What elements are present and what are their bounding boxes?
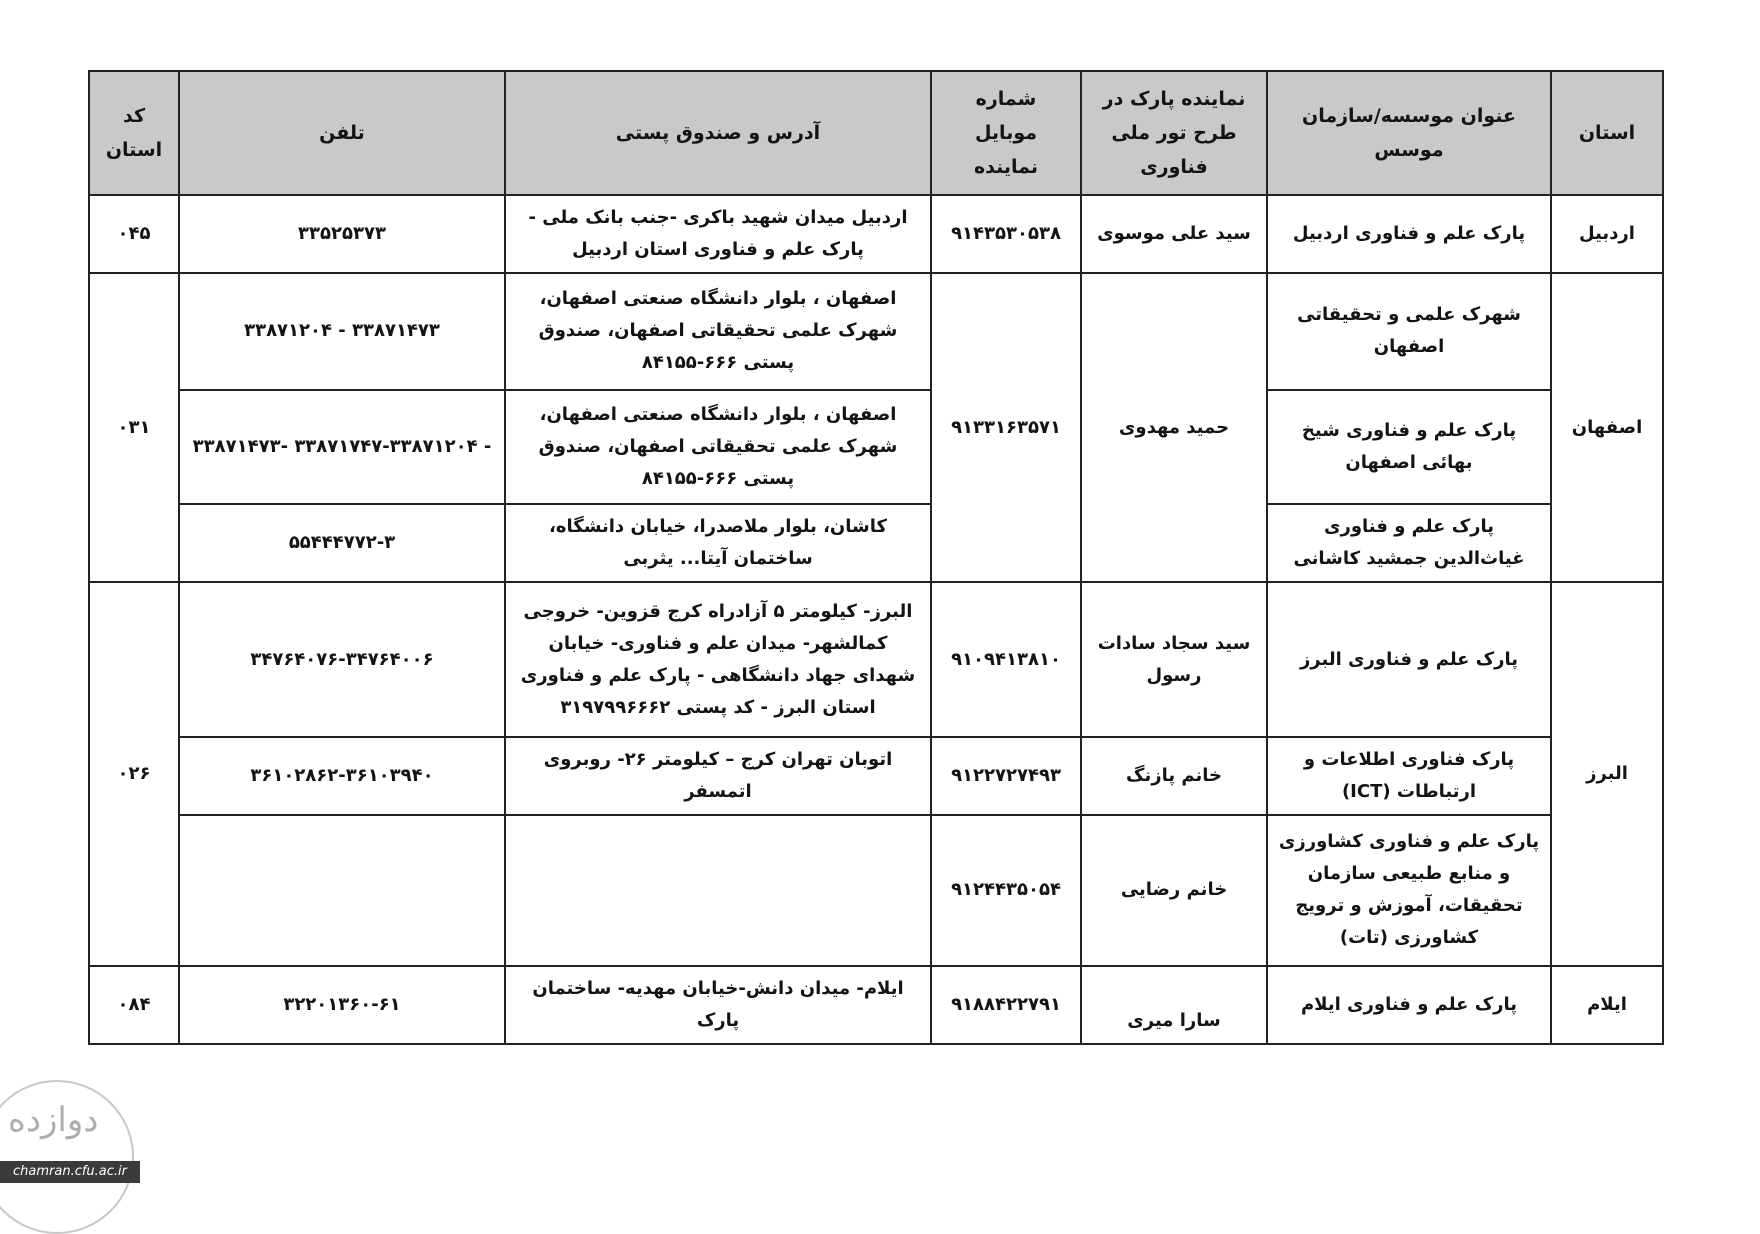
code-cell: ۰۳۱ [89,273,179,582]
address-cell: کاشان، بلوار ملاصدرا، خیابان دانشگاه، ساختمان آیتا... یثربی [505,504,931,582]
code-cell: ۰۴۵ [89,195,179,273]
rep-cell: خانم پازنگ [1081,737,1267,815]
stamp-text: دوازده [8,1100,99,1140]
phone-cell: ۳۶۱۰۲۸۶۲-۳۶۱۰۳۹۴۰ [179,737,505,815]
table-row [89,582,1663,737]
org-cell: شهرک علمی و تحقیقاتی اصفهان [1267,273,1551,389]
org-cell: پارک علم و فناوری غیاث‌الدین جمشید کاشانی [1267,504,1551,582]
mobile-cell: ۹۱۰۹۴۱۳۸۱۰ [931,582,1081,737]
table-row [89,390,1663,504]
org-cell: پارک علم و فناوری اردبیل [1267,195,1551,273]
table-row [89,737,1663,815]
header-code: کد استان [89,71,179,195]
org-cell: پارک فناوری اطلاعات و ارتباطات (ICT) [1267,737,1551,815]
org-cell: پارک علم و فناوری ایلام [1267,966,1551,1044]
table-row [89,273,1663,389]
header-row [89,71,1663,195]
header-province: استان [1551,71,1663,195]
rep-cell: خانم رضایی [1081,815,1267,966]
header-org: عنوان موسسه/سازمان موسس [1267,71,1551,195]
mobile-cell: ۹۱۴۳۵۳۰۵۳۸ [931,195,1081,273]
rep-cell: سارا میری [1081,966,1267,1044]
address-cell: اتوبان تهران کرج – کیلومتر ۲۶- روبروی اتمسفر [505,737,931,815]
table-row [89,504,1663,582]
code-cell: ۰۲۶ [89,582,179,965]
province-cell: البرز [1551,582,1663,965]
rep-cell: حمید مهدوی [1081,273,1267,582]
phone-cell: ۳۲۲۰۱۳۶۰-۶۱ [179,966,505,1044]
province-cell: اصفهان [1551,273,1663,582]
table-row [89,195,1663,273]
address-cell: اصفهان ، بلوار دانشگاه صنعتی اصفهان، شهرک علمی تحقیقاتی اصفهان، صندوق پستی ۶۶۶-۸۴۱۵۵ [505,273,931,389]
org-cell: پارک علم و فناوری شیخ بهائی اصفهان [1267,390,1551,504]
rep-cell: سید سجاد سادات رسول [1081,582,1267,737]
rep-cell: سید علی موسوی [1081,195,1267,273]
table-row [89,966,1663,1044]
province-cell: ایلام [1551,966,1663,1044]
table-row [89,815,1663,966]
phone-cell [179,815,505,966]
mobile-cell: ۹۱۲۲۷۲۷۴۹۳ [931,737,1081,815]
org-cell: پارک علم و فناوری البرز [1267,582,1551,737]
mobile-cell: ۹۱۸۸۴۲۲۷۹۱ [931,966,1081,1044]
address-cell: ایلام- میدان دانش-خیابان مهدیه- ساختمان پارک [505,966,931,1044]
phone-cell: ۳۴۷۶۴۰۷۶-۳۴۷۶۴۰۰۶ [179,582,505,737]
mobile-cell: ۹۱۲۴۴۳۵۰۵۴ [931,815,1081,966]
phone-cell: ۳۳۸۷۱۴۷۳ - ۳۳۸۷۱۲۰۴ [179,273,505,389]
phone-cell: ۵۵۴۴۴۷۷۲-۳ [179,504,505,582]
site-watermark: chamran.cfu.ac.ir [0,1161,140,1183]
code-cell: ۰۸۴ [89,966,179,1044]
header-phone: تلفن [179,71,505,195]
phone-cell: - ۳۳۸۷۱۷۴۷-۳۳۸۷۱۲۰۴ -۳۳۸۷۱۴۷۳ [179,390,505,504]
parks-table [88,70,1664,1045]
address-cell: البرز- کیلومتر ۵ آزادراه کرج قزوین- خروجی کمالشهر- میدان علم و فناوری- خیابان شهدای جهاد دانشگاهی - پارک علم و فناوری استان البرز - کد پستی ۳۱۹۷۹۹۶۶۶۲ [505,582,931,737]
org-cell: پارک علم و فناوری کشاورزی و منابع طبیعی سازمان تحقیقات، آموزش و ترویج کشاورزی (تات) [1267,815,1551,966]
phone-cell: ۳۳۵۲۵۳۷۳ [179,195,505,273]
header-mobile: شماره موبایل نماینده [931,71,1081,195]
document-page [88,70,1662,1045]
mobile-cell: ۹۱۳۳۱۶۳۵۷۱ [931,273,1081,582]
province-cell: اردبیل [1551,195,1663,273]
address-cell: اردبیل میدان شهید باکری -جنب بانک ملی - پارک علم و فناوری استان اردبیل [505,195,931,273]
address-cell [505,815,931,966]
header-address: آدرس و صندوق پستی [505,71,931,195]
address-cell: اصفهان ، بلوار دانشگاه صنعتی اصفهان، شهرک علمی تحقیقاتی اصفهان، صندوق پستی ۶۶۶-۸۴۱۵۵ [505,390,931,504]
header-rep: نماینده پارک در طرح تور ملی فناوری [1081,71,1267,195]
